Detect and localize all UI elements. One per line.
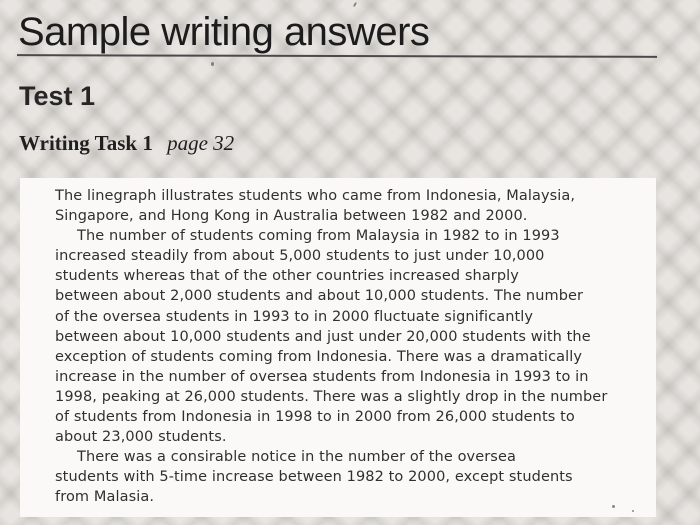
essay-line: There was a consirable notice in the number of the oversea: [77, 449, 516, 466]
essay-line: from Malasia.: [55, 489, 155, 506]
scan-speck: [353, 2, 357, 7]
essay-line: of students from Indonesia in 1998 to in 2000 from 26,000 students to: [55, 409, 575, 426]
test-heading: Test 1: [19, 81, 96, 111]
writing-task-label: Writing Task 1: [19, 131, 153, 155]
essay-line: students with 5-time increase between 1982 to 2000, except students: [55, 469, 573, 486]
scan-speck: [632, 510, 634, 512]
essay-line: increased steadily from about 5,000 students to just under 10,000: [55, 248, 545, 265]
essay-lines: [20, 178, 656, 508]
page-title: Sample writing answers: [18, 10, 430, 54]
essay-line: The number of students coming from Malaysia in 1982 to in 1993: [77, 228, 560, 245]
essay-line: increase in the number of oversea students from Indonesia in 1993 to in: [55, 368, 589, 385]
essay-line: Singapore, and Hong Kong in Australia between 1982 and 2000.: [55, 208, 528, 225]
essay-line: of the oversea students in 1993 to in 2000 fluctuate significantly: [55, 308, 534, 325]
handwritten-answer-box: [20, 178, 656, 517]
essay-line: between about 10,000 students and just under 20,000 students with the: [55, 328, 591, 345]
scan-speck: [612, 505, 615, 508]
title-underline: [17, 54, 657, 58]
essay-line: The linegraph illustrates students who came from Indonesia, Malaysia,: [55, 188, 576, 204]
essay-line: students whereas that of the other countries increased sharply: [55, 268, 519, 285]
essay-line: about 23,000 students.: [55, 429, 227, 446]
essay-line: between about 2,000 students and about 10,000 students. The number: [55, 288, 584, 305]
task-line: [19, 132, 234, 155]
essay-line: 1998, peaking at 26,000 students. There was a slightly drop in the number: [55, 388, 608, 405]
essay-line: exception of students coming from Indonesia. There was a dramatically: [55, 348, 583, 365]
page-reference: page 32: [167, 131, 235, 155]
scan-speck: [211, 62, 214, 66]
